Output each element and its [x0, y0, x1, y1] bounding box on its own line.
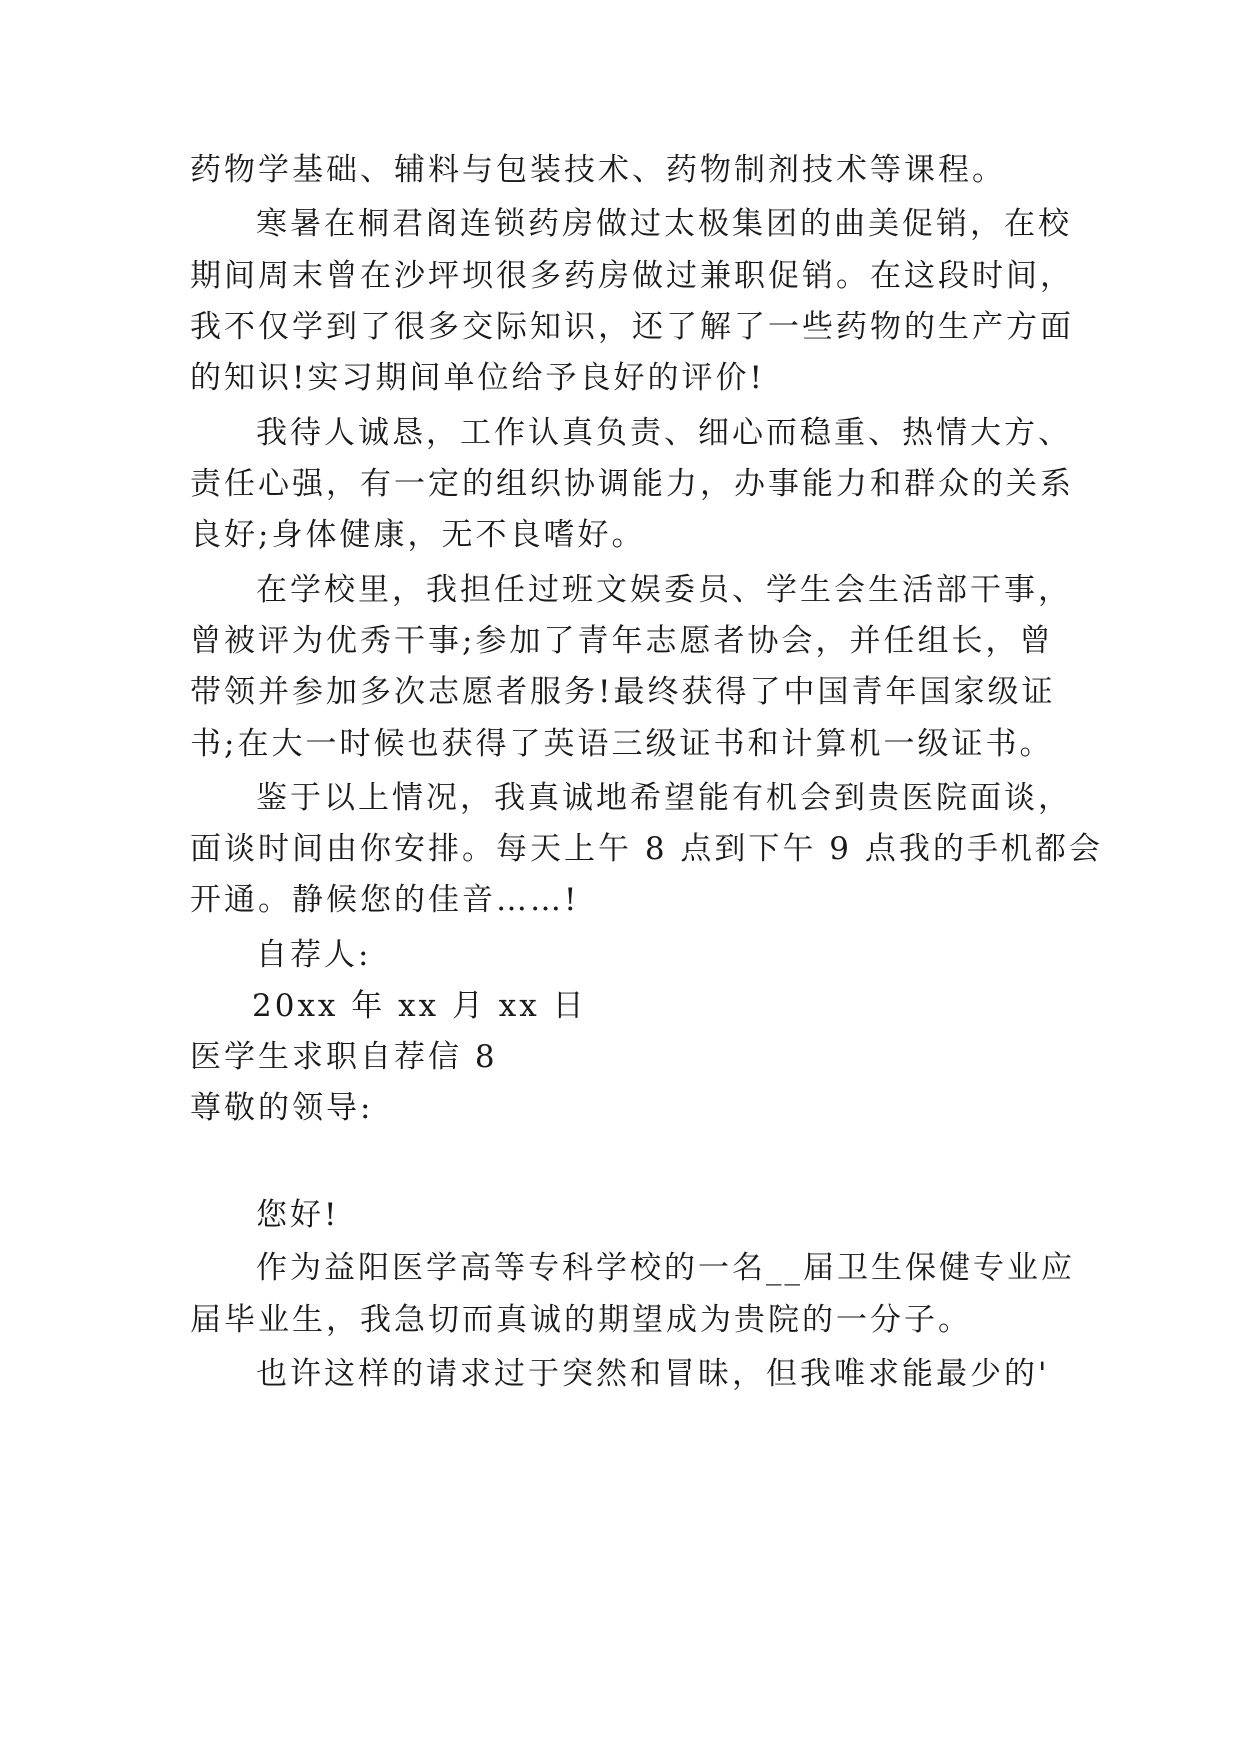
- body-text-line: 带领并参加多次志愿者服务!最终获得了中国青年国家级证: [190, 674, 1056, 710]
- body-text-line: 面谈时间由你安排。每天上午 8 点到下午 9 点我的手机都会: [190, 831, 1103, 867]
- section-title: 医学生求职自荐信 8: [190, 1039, 498, 1075]
- body-text-line: 在学校里，我担任过班文娱委员、学生会生活部干事，: [256, 572, 1072, 608]
- signature-label: 自荐人:: [256, 937, 372, 973]
- body-text-line: 也许这样的请求过于突然和冒昧，但我唯求能最少的': [256, 1356, 1050, 1392]
- body-text-line: 鉴于以上情况，我真诚地希望能有机会到贵医院面谈，: [256, 780, 1072, 816]
- body-text-line: 我待人诚恳，工作认真负责、细心而稳重、热情大方、: [256, 415, 1072, 451]
- body-text-line: 期间周末曾在沙坪坝很多药房做过兼职促销。在这段时间，: [190, 258, 1074, 294]
- body-text-line: 良好;身体健康，无不良嗜好。: [190, 517, 646, 553]
- salutation: 尊敬的领导:: [190, 1090, 374, 1126]
- body-text-line: 届毕业生，我急切而真诚的期望成为贵院的一分子。: [190, 1302, 972, 1338]
- body-text-line: 曾被评为优秀干事;参加了青年志愿者协会，并任组长，曾: [190, 623, 1054, 659]
- body-text-line: 寒暑在桐君阁连锁药房做过太极集团的曲美促销，在校: [256, 206, 1072, 242]
- date-line: 20xx 年 xx 月 xx 日: [252, 988, 587, 1024]
- body-text-line: 作为益阳医学高等专科学校的一名__届卫生保健专业应: [256, 1250, 1075, 1286]
- body-text-line: 药物学基础、辅料与包装技术、药物制剂技术等课程。: [190, 152, 1006, 188]
- body-text-line: 开通。静候您的佳音……!: [190, 882, 580, 918]
- body-text-line: 书;在大一时候也获得了英语三级证书和计算机一级证书。: [190, 726, 1054, 762]
- greeting: 您好!: [256, 1197, 340, 1233]
- body-text-line: 我不仅学到了很多交际知识，还了解了一些药物的生产方面: [190, 309, 1074, 345]
- body-text-line: 的知识!实习期间单位给予良好的评价!: [190, 360, 765, 396]
- body-text-line: 责任心强，有一定的组织协调能力，办事能力和群众的关系: [190, 466, 1074, 502]
